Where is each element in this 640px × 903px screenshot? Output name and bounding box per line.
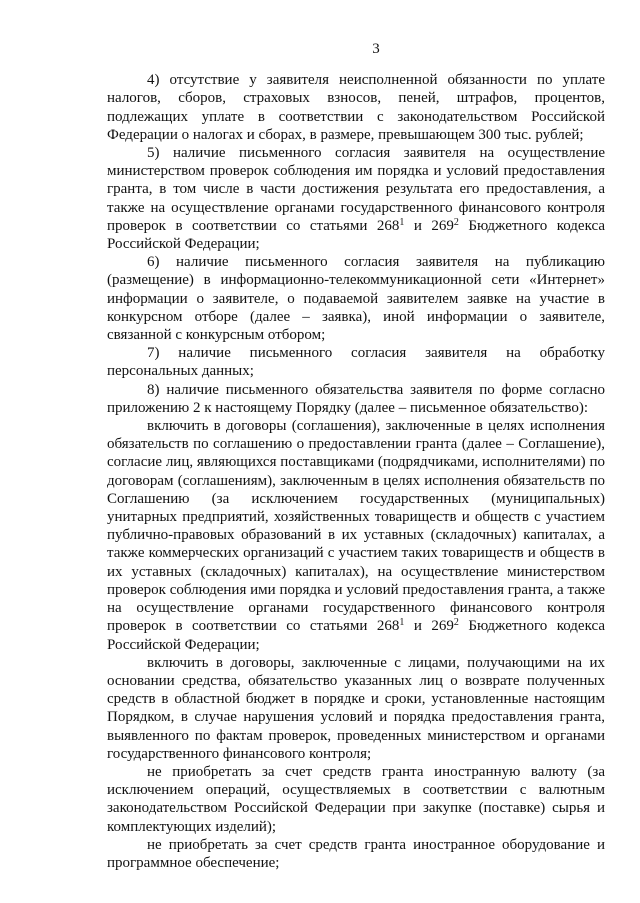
paragraph-item-7: 7) наличие письменного согласия заявителя на обработку персональных данных; [107,345,605,380]
paragraph-obligation-currency: не приобретать за счет средств гранта иностранную валюту (за исключением операций, осуществляемых в соответствии с валютным законодательством Российской Федерации при закупке (поставке) сырья и комплектующих изделий); [107,763,605,835]
paragraph-item-6: 6) наличие письменного согласия заявителя на публикацию (размещение) в информационно-телекоммуникационной сети «Интернет» информации о заявителе, о подаваемой заявителем заявке на участие в конкурсном отборе (далее – заявка), иной информации о заявителе, связанной с конкурсным отбором; [107,254,605,344]
paragraph-text: Бюджетного кодекса Российской Федерации; [107,217,605,253]
paragraph-text: и 269 [404,618,454,635]
paragraph-item-5 [107,144,605,253]
paragraph-text: и 269 [404,217,454,234]
paragraph-item-4: 4) отсутствие у заявителя неисполненной обязанности по уплате налогов, сборов, страховых взносов, пеней, штрафов, процентов, подлежащих уплате в соответствии с законодательством Российской Федерации о налогах и сборах, в размере, превышающем 300 тыс. рублей; [107,72,605,143]
paragraph-obligation-equipment: не приобретать за счет средств гранта иностранное оборудование и программное обеспечение; [107,836,605,871]
paragraph-text: 5) наличие письменного согласия заявителя на осуществление министерством проверок соблюдения им порядка и условий предоставления гранта, в том числе в части достижения результата его предоставления, а также на осуществление органами государственного финансового контроля проверок в соответствии со статьями 268 [107,145,605,234]
paragraph-text: Бюджетного кодекса Российской Федерации; [107,618,605,653]
paragraph-text: включить в договоры (соглашения), заключенные в целях исполнения обязательств по соглашению о предоставлении гранта (далее – Соглашение), согласие лиц, являющихся поставщиками (подрядчиками, исполнителями) по договорам (соглашениям), заключенным в целях исполнения обязательств по Соглашению (за исключением государственных (муниципальных) унитарных предприятий, хозяйственных товариществ и обществ с участием публично-правовых образований в их уставных (складочных) капиталах, а также коммерческих организаций с участием таких товариществ и обществ в их уставных (складочных) капиталах), на осуществление министерством проверок соблюдения ими порядка и условий предоставления гранта, а также на осуществление органами государственного финансового контроля проверок в соответствии со статьями 268 [107,418,605,635]
footnote-superscript: 2 [453,216,459,228]
paragraph-obligation-refund: включить в договоры, заключенные с лицами, получающими на их основании средства, обязательство указанных лиц о возврате полученных средств в областной бюджет в порядке и сроки, установленные настоящим Порядком, в случае нарушения условий и порядка предоставления гранта, выявленного по фактам проверок, проведенных министерством и органами государственного финансового контроля; [107,654,605,762]
paragraph-obligation-contracts [107,417,605,654]
footnote-superscript: 2 [453,617,459,629]
footnote-superscript: 1 [399,617,405,629]
footnote-superscript: 1 [399,216,405,228]
paragraph-item-8: 8) наличие письменного обязательства заявителя по форме согласно приложению 2 к настоящему Порядку (далее – письменное обязательство): [107,381,605,416]
page-number: 3 [372,41,380,57]
